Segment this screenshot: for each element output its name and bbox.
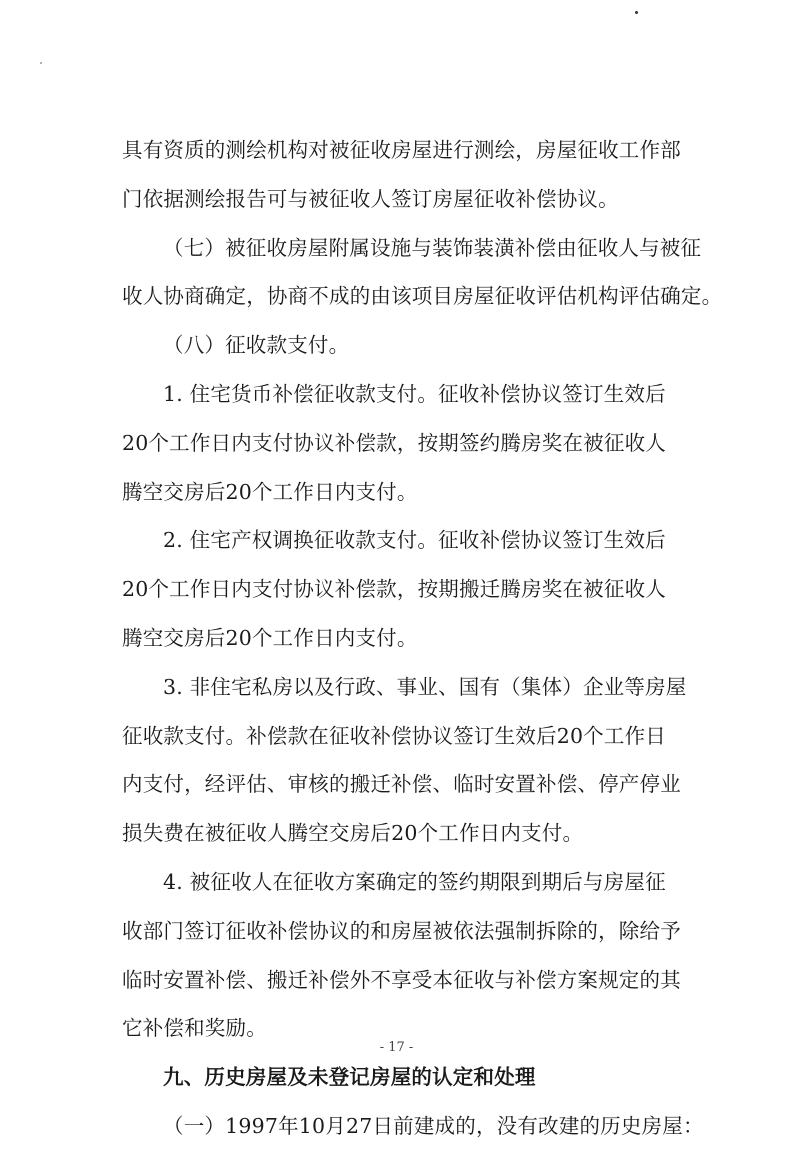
scan-speck — [635, 11, 638, 14]
text-line: 征收款支付。补偿款在征收补偿协议签订生效后20个工作日 — [122, 723, 666, 748]
text-line: 临时安置补偿、搬迁补偿外不享受本征收与补偿方案规定的其 — [122, 967, 681, 992]
text-line: 腾空交房后20个工作日内支付。 — [122, 625, 418, 650]
section-9-item-1: （一）1997年10月27日前建成的，没有改建的历史房屋： — [163, 1113, 704, 1138]
item-1-start: 1. 住宅货币补偿征收款支付。征收补偿协议签订生效后 — [163, 381, 666, 406]
text-line: 门依据测绘报告可与被征收人签订房屋征收补偿协议。 — [122, 186, 619, 211]
text-line: 20个工作日内支付协议补偿款，按期搬迁腾房奖在被征收人 — [122, 577, 666, 602]
paragraph-8-heading: （八）征收款支付。 — [163, 333, 350, 358]
item-2-start: 2. 住宅产权调换征收款支付。征收补偿协议签订生效后 — [163, 528, 666, 553]
body-text — [122, 126, 723, 1151]
item-4-start: 4. 被征收人在征收方案确定的签约期限到期后与房屋征 — [163, 869, 666, 894]
scan-speck — [40, 62, 42, 64]
text-line: 收人协商确定，协商不成的由该项目房屋征收评估机构评估确定。 — [122, 284, 723, 309]
page-number: - 17 - — [379, 1040, 414, 1055]
text-line: 20个工作日内支付协议补偿款，按期签约腾房奖在被征收人 — [122, 430, 666, 455]
item-3-start: 3. 非住宅私房以及行政、事业、国有（集体）企业等房屋 — [163, 674, 687, 699]
paragraph-7-start: （七）被征收房屋附属设施与装饰装潢补偿由征收人与被征 — [163, 235, 702, 260]
text-line: 它补偿和奖励。 — [122, 1016, 267, 1041]
text-line: 具有资质的测绘机构对被征收房屋进行测绘，房屋征收工作部 — [122, 138, 681, 162]
text-line: 收部门签订征收补偿协议的和房屋被依法强制拆除的，除给予 — [122, 918, 681, 943]
text-line: 损失费在被征收人腾空交房后20个工作日内支付。 — [122, 821, 584, 846]
text-line: 内支付，经评估、审核的搬迁补偿、临时安置补偿、停产停业 — [122, 772, 681, 797]
section-9-heading: 九、历史房屋及未登记房屋的认定和处理 — [163, 1065, 536, 1090]
text-line: 腾空交房后20个工作日内支付。 — [122, 479, 418, 504]
